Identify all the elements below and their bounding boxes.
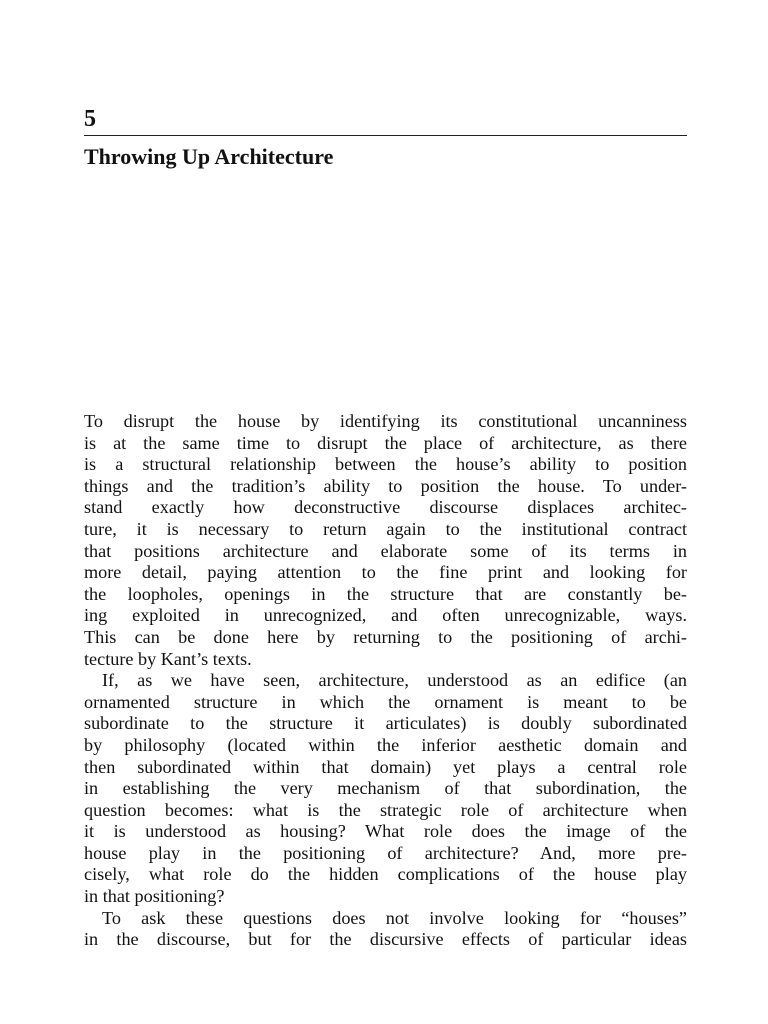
paragraph-1 bbox=[84, 411, 687, 670]
text-line: by philosophy (located within the inferior aesthetic domain and bbox=[84, 734, 687, 755]
text-line: ornamented structure in which the ornament is meant to be bbox=[84, 691, 687, 712]
text-line: subordinate to the structure it articulates) is doubly subordinated bbox=[84, 713, 687, 734]
text-line: then subordinated within that domain) yet plays a central role bbox=[84, 756, 687, 777]
paragraph-3 bbox=[84, 908, 687, 951]
text-line: tecture by Kant’s texts. bbox=[84, 648, 252, 669]
text-line: ing exploited in unrecognized, and often unrecognizable, ways. bbox=[84, 605, 687, 626]
text-line: in establishing the very mechanism of that subordination, the bbox=[84, 778, 687, 799]
text-line: things and the tradition’s ability to position the house. To under- bbox=[84, 475, 687, 496]
text-line: in the discourse, but for the discursive effects of particular ideas bbox=[84, 929, 687, 950]
text-line: more detail, paying attention to the fine print and looking for bbox=[84, 562, 687, 583]
text-line: To disrupt the house by identifying its constitutional uncanniness bbox=[84, 411, 687, 431]
text-line: is a structural relationship between the house’s ability to position bbox=[84, 454, 687, 475]
text-line: This can be done here by returning to the positioning of archi- bbox=[84, 626, 687, 647]
text-line: in that positioning? bbox=[84, 886, 225, 907]
text-line: ture, it is necessary to return again to the institutional contract bbox=[84, 518, 687, 539]
chapter-title: Throwing Up Architecture bbox=[84, 144, 334, 169]
text-line: To ask these questions does not involve looking for “houses” bbox=[102, 907, 687, 928]
text-line: cisely, what role do the hidden complications of the house play bbox=[84, 864, 687, 885]
text-line: it is understood as housing? What role does the image of the bbox=[84, 821, 687, 842]
paragraph-2 bbox=[84, 670, 687, 908]
text-line: question becomes: what is the strategic role of architecture when bbox=[84, 799, 687, 820]
chapter-rule bbox=[84, 135, 687, 136]
text-line: that positions architecture and elaborate some of its terms in bbox=[84, 540, 687, 561]
text-line: is at the same time to disrupt the place of architecture, as there bbox=[84, 432, 687, 453]
text-line: the loopholes, openings in the structure that are constantly be- bbox=[84, 583, 687, 604]
text-line: stand exactly how deconstructive discourse displaces architec- bbox=[84, 497, 687, 518]
text-line: If, as we have seen, architecture, understood as an edifice (an bbox=[102, 670, 687, 691]
body-text bbox=[84, 411, 687, 951]
text-line: house play in the positioning of architecture? And, more pre- bbox=[84, 842, 687, 863]
chapter-number: 5 bbox=[84, 106, 96, 132]
